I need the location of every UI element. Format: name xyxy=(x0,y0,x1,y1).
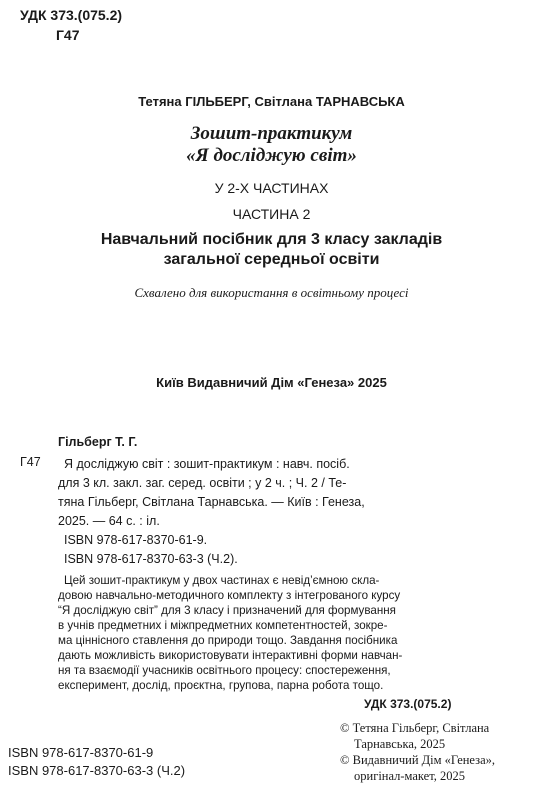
catalog-code-header: Г47 xyxy=(56,27,80,43)
manual-line1: Навчальний посібник для 3 класу закладів xyxy=(100,231,443,248)
catalog-line: тяна Гільберг, Світлана Тарнавська. — Київ : Генеза, xyxy=(58,495,365,509)
annotation-line: Цей зошит-практикум у двох частинах є невід’ємною скла- xyxy=(64,574,380,587)
manual-line2: загальної середньої освіти xyxy=(163,251,380,268)
annotation-line: в учнів предметних і міжпредметних компетентностей, зокре- xyxy=(58,619,388,632)
catalog-isbn: ISBN 978-617-8370-61-9. xyxy=(64,533,208,547)
udk-header: УДК 373.(075.2) xyxy=(20,7,123,23)
catalog-line: 2025. — 64 с. : іл. xyxy=(58,514,160,528)
parts-note: У 2-Х ЧАСТИНАХ xyxy=(214,180,329,196)
annotation-line: ма ціннісного ставлення до природи тощо. Завдання посібника xyxy=(58,634,398,647)
copyright-line: © Тетяна Гільберг, Світлана xyxy=(340,721,490,735)
copyright-line: Тарнавська, 2025 xyxy=(354,737,446,751)
catalog-line: Я досліджую світ : зошит-практикум : навч. посіб. xyxy=(64,457,350,471)
isbn-part2: ISBN 978-617-8370-63-3 (Ч.2) xyxy=(8,763,186,778)
book-title-line2: «Я досліджую світ» xyxy=(186,145,357,166)
isbn-main: ISBN 978-617-8370-61-9 xyxy=(8,745,154,760)
publisher-line: Київ Видавничий Дім «Генеза» 2025 xyxy=(156,375,387,390)
catalog-isbn: ISBN 978-617-8370-63-3 (Ч.2). xyxy=(64,552,238,566)
approval-note: Схвалено для використання в освітньому процесі xyxy=(134,285,409,300)
catalog-code: Г47 xyxy=(20,455,41,469)
part-number: ЧАСТИНА 2 xyxy=(232,206,311,222)
annotation-line: довою навчально-методичного комплекту з інтегрованого курсу xyxy=(58,589,401,602)
copyright-line: оригінал-макет, 2025 xyxy=(354,769,465,783)
catalog-line: для 3 кл. закл. заг. серед. освіти ; у 2 ч. ; Ч. 2 / Те- xyxy=(58,476,347,490)
annotation-line: експеримент, дослід, проєктна, групова, парна робота тощо. xyxy=(58,679,384,692)
manual-description xyxy=(0,230,543,270)
udk-annotation: УДК 373.(075.2) xyxy=(364,697,452,711)
annotation-line: дають можливість використовувати інтерактивні форми навчан- xyxy=(58,649,403,662)
authors: Тетяна ГІЛЬБЕРГ, Світлана ТАРНАВСЬКА xyxy=(138,94,405,109)
catalog-author: Гільберг Т. Г. xyxy=(58,435,138,449)
annotation-line: “Я досліджую світ” для 3 класу і призначений для формування xyxy=(58,604,396,617)
book-title-line1: Зошит-практикум xyxy=(190,123,353,144)
annotation-line: ня та взаємодії учасників освітнього процесу: спостереження, xyxy=(58,664,391,677)
copyright-line: © Видавничий Дім «Генеза», xyxy=(340,753,495,767)
